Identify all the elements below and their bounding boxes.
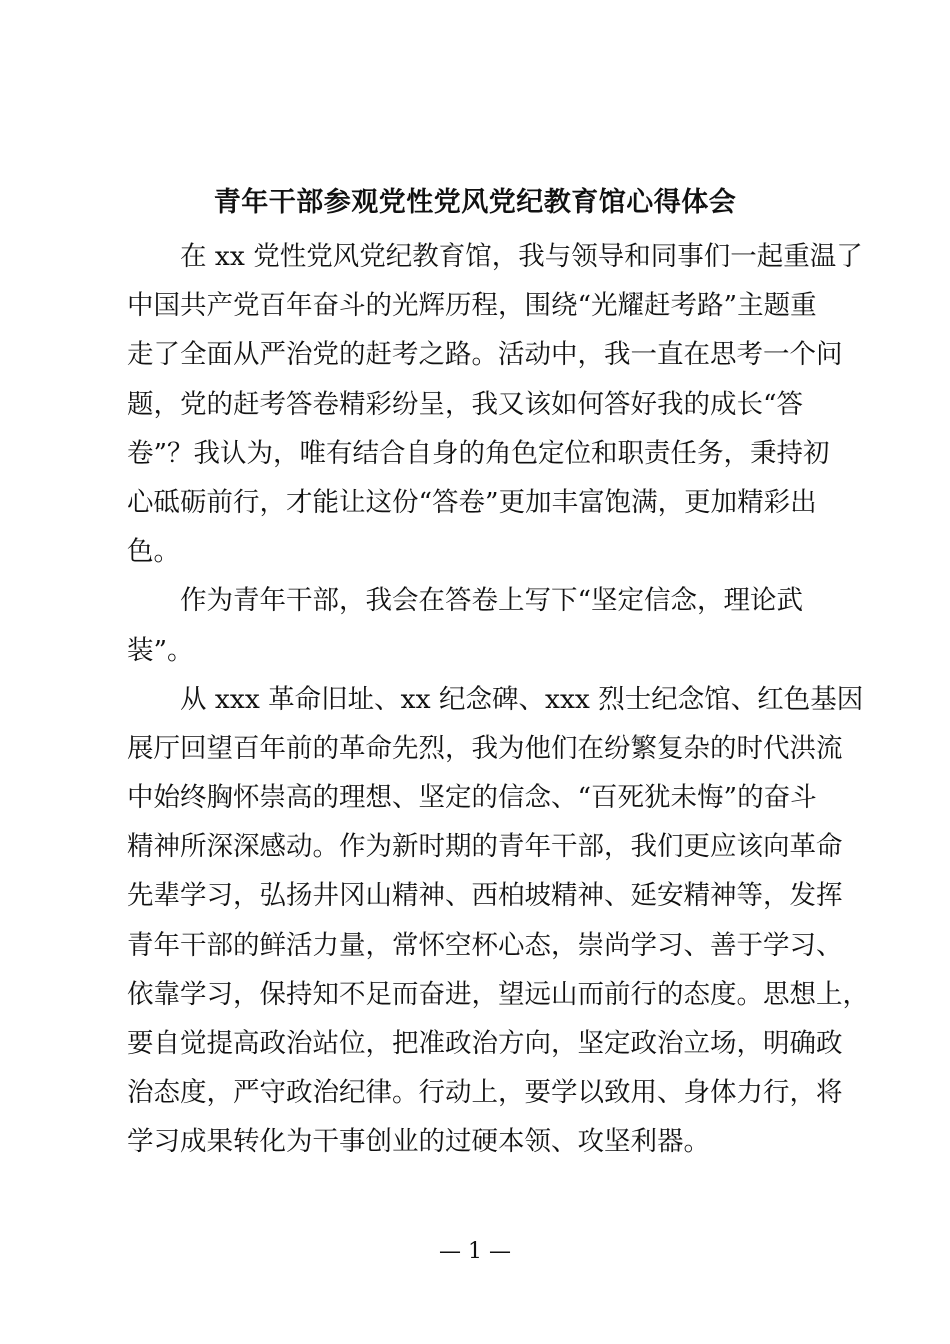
text-line: 心砥砺前行，才能让这份“答卷”更加丰富饱满，更加精彩出 bbox=[127, 486, 817, 518]
paragraph bbox=[127, 576, 831, 674]
text-line: 青年干部的鲜活力量，常怀空杯心态，崇尚学习、善于学习、 bbox=[127, 929, 843, 961]
text-line: 在 xx 党性党风党纪教育馆，我与领导和同事们一起重温了 bbox=[180, 241, 863, 272]
document-body bbox=[127, 232, 869, 1167]
paragraph bbox=[127, 232, 863, 576]
document-title: 青年干部参观党性党风党纪教育馆心得体会 bbox=[213, 187, 737, 218]
text-line: 题，党的赶考答卷精彩纷呈，我又该如何答好我的成长“答 bbox=[127, 388, 804, 420]
text-line: 精神所深深感动。作为新时期的青年干部，我们更应该向革命 bbox=[127, 831, 843, 863]
paragraph bbox=[127, 675, 869, 1167]
page-number: — 1 — bbox=[439, 1239, 511, 1264]
text-line: 色。 bbox=[127, 536, 180, 568]
text-line: 卷”？我认为，唯有结合自身的角色定位和职责任务，秉持初 bbox=[127, 437, 830, 469]
text-line: 从 xxx 革命旧址、xx 纪念碑、xxx 烈士纪念馆、红色基因 bbox=[180, 683, 864, 715]
text-line: 作为青年干部，我会在答卷上写下“坚定信念，理论武 bbox=[180, 585, 804, 617]
text-line: 先辈学习，弘扬井冈山精神、西柏坡精神、延安精神等，发挥 bbox=[127, 880, 843, 912]
text-line: 中国共产党百年奋斗的光辉历程，围绕“光耀赶考路”主题重 bbox=[127, 290, 817, 322]
text-line: 学习成果转化为干事创业的过硬本领、攻坚利器。 bbox=[127, 1126, 710, 1158]
text-line: 中始终胸怀崇高的理想、坚定的信念、“百死犹未悔”的奋斗 bbox=[127, 782, 817, 814]
text-line: 治态度，严守政治纪律。行动上，要学以致用、身体力行，将 bbox=[127, 1077, 843, 1109]
text-line: 依靠学习，保持知不足而奋进，望远山而前行的态度。思想上， bbox=[127, 978, 869, 1010]
text-line: 装”。 bbox=[127, 634, 194, 666]
text-line: 展厅回望百年前的革命先烈，我为他们在纷繁复杂的时代洪流 bbox=[127, 732, 843, 764]
text-line: 走了全面从严治党的赶考之路。活动中，我一直在思考一个问 bbox=[127, 339, 843, 371]
text-line: 要自觉提高政治站位，把准政治方向，坚定政治立场，明确政 bbox=[127, 1028, 843, 1059]
